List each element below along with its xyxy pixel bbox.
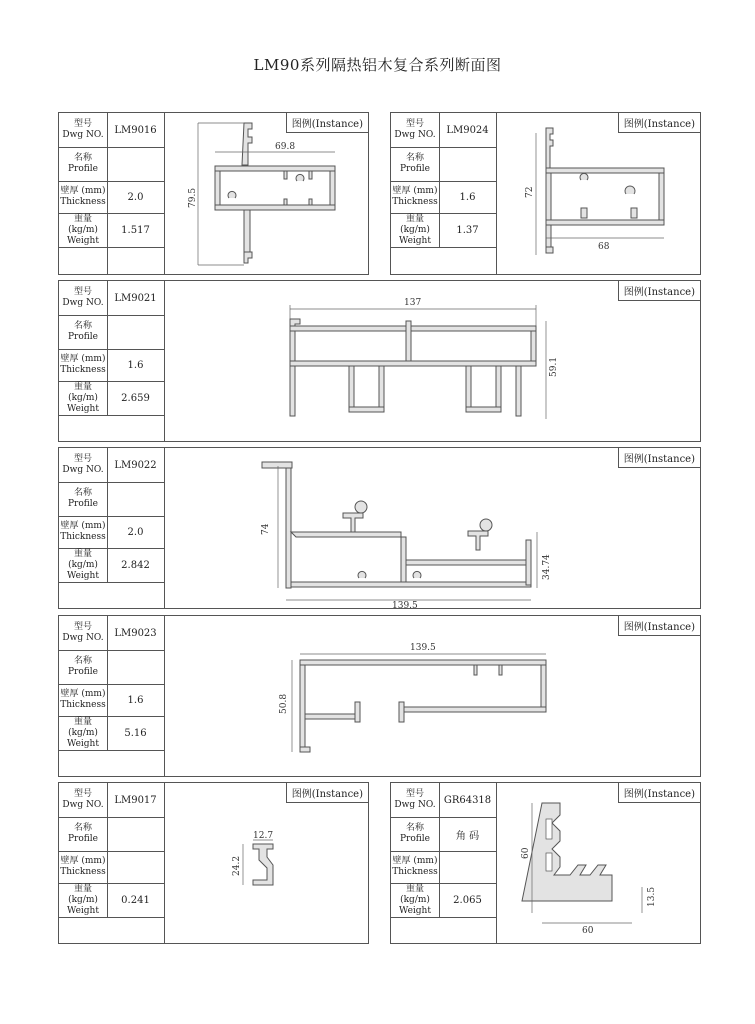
dwg-label: 型号 Dwg NO. bbox=[59, 783, 108, 817]
dimension-label: 60 bbox=[582, 926, 594, 936]
weight-label: 重量 (kg/m) Weight bbox=[59, 381, 108, 415]
dimension-label: 50.8 bbox=[279, 693, 289, 714]
thickness-value: 2.0 bbox=[127, 191, 144, 203]
dwg-value: LM9023 bbox=[114, 627, 157, 639]
thickness-label: 壁厚 (mm) Thickness bbox=[391, 181, 440, 213]
dimension-label: 59.1 bbox=[549, 356, 559, 377]
profile-value bbox=[439, 147, 496, 181]
profile-label: 名称 Profile bbox=[59, 147, 108, 181]
dimension-label: 68 bbox=[598, 242, 610, 252]
profile-card-lm9024 bbox=[390, 112, 701, 275]
spec-table bbox=[59, 113, 165, 274]
dimension-label: 60 bbox=[521, 847, 531, 859]
dimension-label: 69.8 bbox=[275, 142, 296, 152]
spec-table bbox=[59, 448, 165, 608]
dwg-value: LM9017 bbox=[114, 794, 157, 806]
profile-label: 名称 Profile bbox=[59, 315, 108, 349]
dwg-label: 型号 Dwg NO. bbox=[59, 113, 108, 147]
thickness-value: 1.6 bbox=[127, 694, 144, 706]
dimension-label: 139.5 bbox=[392, 601, 418, 611]
profile-drawing-gr64318 bbox=[516, 797, 676, 937]
profile-card-lm9021 bbox=[58, 280, 701, 442]
thickness-value: 2.0 bbox=[127, 526, 144, 538]
dwg-label: 型号 Dwg NO. bbox=[59, 281, 108, 315]
profile-value: 角 码 bbox=[455, 830, 480, 842]
profile-value bbox=[107, 482, 164, 516]
dimension-label: 72 bbox=[525, 186, 535, 198]
thickness-value: 1.6 bbox=[459, 191, 476, 203]
dwg-value: LM9022 bbox=[114, 459, 157, 471]
profile-label: 名称 Profile bbox=[59, 817, 108, 851]
profile-label: 名称 Profile bbox=[391, 817, 440, 851]
weight-label: 重量 (kg/m) Weight bbox=[59, 548, 108, 582]
thickness-label: 壁厚 (mm) Thickness bbox=[59, 181, 108, 213]
instance-label: 图例(Instance) bbox=[618, 113, 700, 133]
profile-drawing-lm9021 bbox=[284, 293, 559, 433]
spec-table bbox=[391, 113, 497, 274]
profile-card-lm9016 bbox=[58, 112, 369, 275]
weight-label: 重量 (kg/m) Weight bbox=[59, 213, 108, 247]
dwg-value: LM9021 bbox=[114, 292, 157, 304]
dimension-label: 34.74 bbox=[542, 554, 552, 580]
spec-table bbox=[59, 783, 165, 943]
profile-drawing-lm9024 bbox=[526, 128, 676, 268]
thickness-label: 壁厚 (mm) Thickness bbox=[391, 851, 440, 883]
dimension-label: 79.5 bbox=[188, 187, 198, 208]
thickness-label: 壁厚 (mm) Thickness bbox=[59, 349, 108, 381]
spec-table bbox=[59, 616, 165, 776]
weight-label: 重量 (kg/m) Weight bbox=[391, 883, 440, 917]
weight-value: 2.659 bbox=[121, 392, 150, 404]
thickness-label: 壁厚 (mm) Thickness bbox=[59, 684, 108, 716]
profile-card-lm9023 bbox=[58, 615, 701, 777]
instance-label: 图例(Instance) bbox=[618, 616, 700, 636]
profile-value bbox=[107, 650, 164, 684]
dimension-label: 74 bbox=[261, 523, 271, 535]
dwg-label: 型号 Dwg NO. bbox=[59, 616, 108, 650]
thickness-label: 壁厚 (mm) Thickness bbox=[59, 516, 108, 548]
profile-card-gr64318 bbox=[390, 782, 701, 944]
instance-label: 图例(Instance) bbox=[618, 281, 700, 301]
weight-value: 1.517 bbox=[121, 224, 150, 236]
instance-label: 图例(Instance) bbox=[286, 783, 368, 803]
profile-card-lm9017 bbox=[58, 782, 369, 944]
weight-value: 0.241 bbox=[121, 894, 150, 906]
thickness-value bbox=[107, 851, 164, 883]
dwg-value: LM9016 bbox=[114, 124, 157, 136]
profile-label: 名称 Profile bbox=[59, 482, 108, 516]
thickness-label: 壁厚 (mm) Thickness bbox=[59, 851, 108, 883]
thickness-value: 1.6 bbox=[127, 359, 144, 371]
weight-value: 2.842 bbox=[121, 559, 150, 571]
profile-drawing-lm9017 bbox=[229, 828, 289, 898]
spec-table bbox=[59, 281, 165, 441]
profile-drawing-lm9022 bbox=[254, 460, 564, 611]
dwg-label: 型号 Dwg NO. bbox=[391, 113, 440, 147]
page-title: LM90系列隔热铝木复合系列断面图 bbox=[253, 56, 502, 74]
dwg-value: GR64318 bbox=[443, 794, 492, 806]
profile-value bbox=[107, 147, 164, 181]
profile-value bbox=[107, 817, 164, 851]
weight-value: 5.16 bbox=[124, 727, 147, 739]
dimension-label: 139.5 bbox=[410, 643, 436, 653]
dwg-label: 型号 Dwg NO. bbox=[391, 783, 440, 817]
instance-label: 图例(Instance) bbox=[286, 113, 368, 133]
thickness-value bbox=[439, 851, 496, 883]
instance-label: 图例(Instance) bbox=[618, 448, 700, 468]
weight-value: 2.065 bbox=[453, 894, 482, 906]
dimension-label: 13.5 bbox=[647, 886, 657, 907]
weight-label: 重量 (kg/m) Weight bbox=[59, 716, 108, 750]
spec-table bbox=[391, 783, 497, 943]
profile-drawing-lm9016 bbox=[189, 123, 359, 273]
dimension-label: 24.2 bbox=[232, 855, 242, 876]
profile-label: 名称 Profile bbox=[59, 650, 108, 684]
instance-label: 图例(Instance) bbox=[618, 783, 700, 803]
weight-value: 1.37 bbox=[456, 224, 479, 236]
dwg-value: LM9024 bbox=[446, 124, 489, 136]
profile-value bbox=[107, 315, 164, 349]
dwg-label: 型号 Dwg NO. bbox=[59, 448, 108, 482]
weight-label: 重量 (kg/m) Weight bbox=[391, 213, 440, 247]
profile-label: 名称 Profile bbox=[391, 147, 440, 181]
weight-label: 重量 (kg/m) Weight bbox=[59, 883, 108, 917]
dimension-label: 137 bbox=[404, 298, 422, 308]
profile-drawing-lm9023 bbox=[274, 636, 564, 756]
profile-card-lm9022 bbox=[58, 447, 701, 609]
dimension-label: 12.7 bbox=[253, 831, 274, 841]
